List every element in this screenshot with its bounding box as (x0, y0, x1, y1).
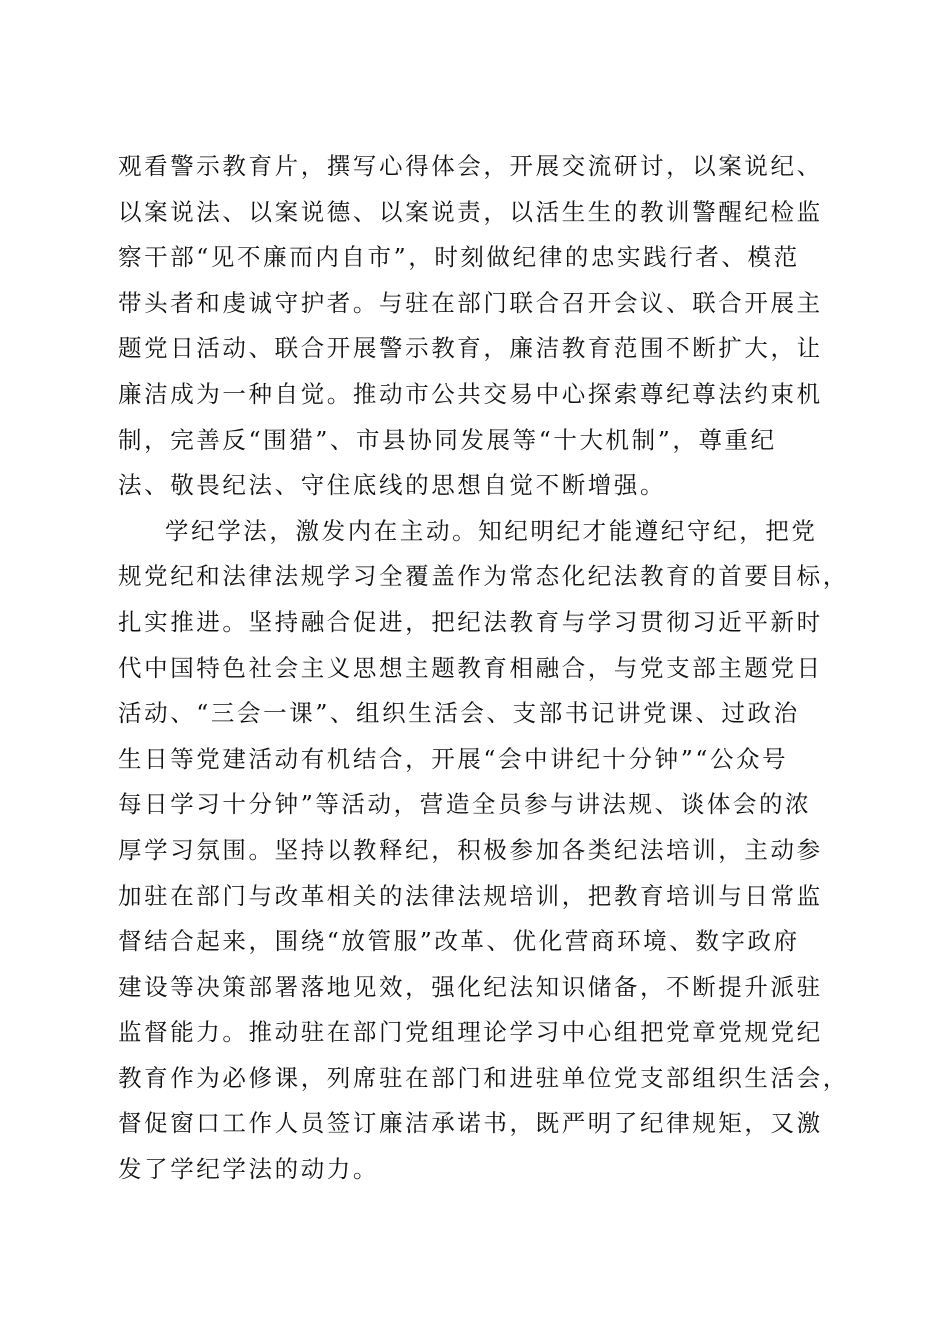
text-line: 督结合起来，围绕“放管服”改革、优化营商环境、数字政府 (118, 927, 800, 956)
text-line: 扎实推进。坚持融合促进，把纪法教育与学习贯彻习近平新时 (118, 607, 823, 636)
text-line: 规党纪和法律法规学习全覆盖作为常态化纪法教育的首要目标， (118, 562, 849, 591)
text-line: 以案说法、以案说德、以案说责，以活生生的教训警醒纪检监 (118, 197, 823, 226)
text-line: 生日等党建活动有机结合，开展“会中讲纪十分钟”“公众号 (118, 744, 789, 773)
text-line: 建设等决策部署落地见效，强化纪法知识储备，不断提升派驻 (118, 972, 823, 1001)
body-text (118, 144, 849, 1193)
text-line: 观看警示教育片，撰写心得体会，开展交流研讨，以案说纪、 (118, 152, 823, 180)
text-line: 法、敬畏纪法、守住底线的思想自觉不断增强。 (118, 471, 667, 500)
text-line: 带头者和虔诚守护者。与驻在部门联合召开会议、联合开展主 (118, 288, 823, 317)
paragraph-start-line: 学纪学法，激发内在主动。知纪明纪才能遵纪守纪，把党 (165, 516, 818, 545)
text-line: 制，完善反“围猎”、市县协同发展等“十大机制”，尊重纪 (118, 425, 777, 454)
text-line: 题党日活动、联合开展警示教育，廉洁教育范围不断扩大，让 (118, 334, 823, 363)
text-line: 监督能力。推动驻在部门党组理论学习中心组把党章党规党纪 (118, 1018, 823, 1047)
text-line: 厚学习氛围。坚持以教释纪，积极参加各类纪法培训，主动参 (118, 835, 823, 864)
text-line: 廉洁成为一种自觉。推动市公共交易中心探索尊纪尊法约束机 (118, 379, 823, 408)
text-line: 代中国特色社会主义思想主题教育相融合，与党支部主题党日 (118, 653, 823, 682)
text-line: 活动、“三会一课”、组织生活会、支部书记讲党课、过政治 (118, 699, 800, 728)
text-line: 发了学纪学法的动力。 (118, 1155, 379, 1184)
text-line: 加驻在部门与改革相关的法律法规培训，把教育培训与日常监 (118, 881, 823, 910)
text-line: 每日学习十分钟”等活动，营造全员参与讲法规、谈体会的浓 (118, 790, 812, 819)
text-line: 察干部“见不廉而内自市”，时刻做纪律的忠实践行者、模范 (118, 243, 800, 272)
text-line: 教育作为必修课，列席驻在部门和进驻单位党支部组织生活会， (118, 1063, 849, 1092)
text-line: 督促窗口工作人员签订廉洁承诺书，既严明了纪律规矩，又激 (118, 1109, 823, 1138)
